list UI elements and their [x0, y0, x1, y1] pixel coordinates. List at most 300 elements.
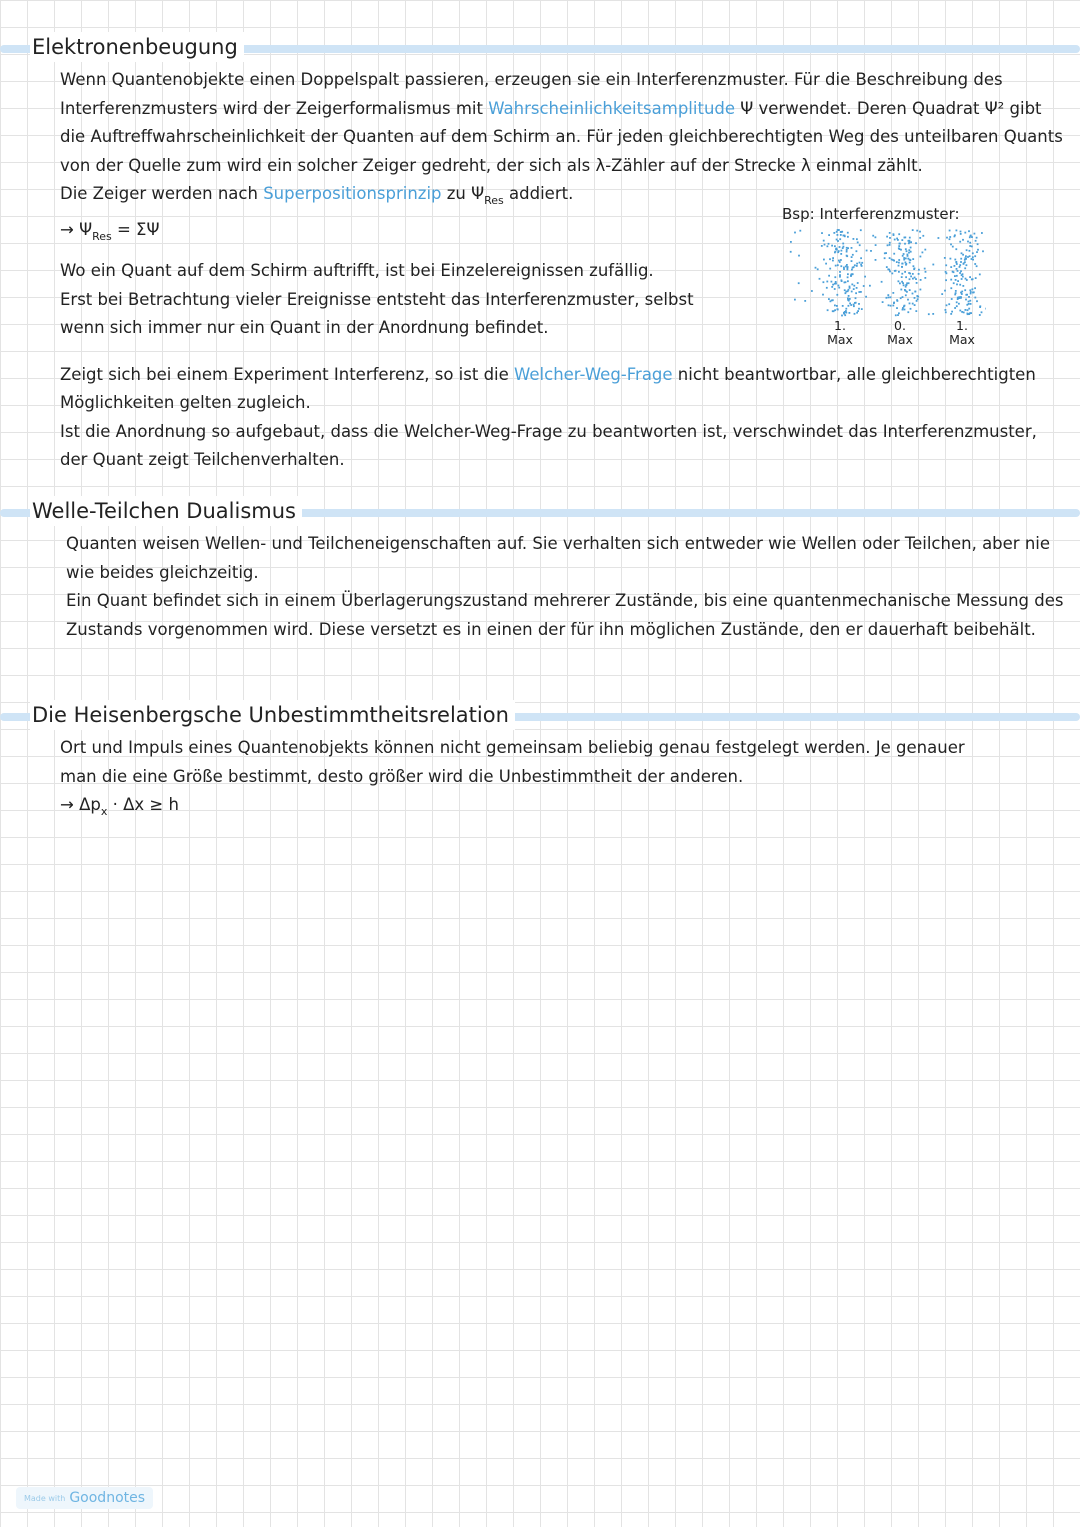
pattern-dot [881, 281, 883, 283]
pattern-dot [950, 258, 952, 260]
pattern-dot [829, 268, 831, 270]
pattern-dot [836, 294, 838, 296]
pattern-dot [971, 258, 973, 260]
pattern-dot [959, 310, 961, 312]
pattern-dot [965, 309, 967, 311]
pattern-dot [893, 302, 895, 304]
pattern-dot [968, 308, 970, 310]
pattern-dot [837, 264, 839, 266]
pattern-dot [972, 288, 974, 290]
paragraph: Ein Quant befindet sich in einem Überlagerungszustand mehrerer Zustände, bis eine quantenmechanische Messung des Zustands vorgenommen wird. Diese versetzt es in einen der für ihn möglichen Zustände, den er dauerhaft beibehält. [66, 591, 1064, 639]
pattern-dot [916, 300, 918, 302]
pattern-dot [848, 300, 850, 302]
pattern-dot [866, 250, 868, 252]
pattern-dot [835, 281, 837, 283]
pattern-dot [955, 261, 957, 263]
pattern-dot [846, 264, 848, 266]
pattern-dot [875, 259, 877, 261]
pattern-dot [825, 263, 827, 265]
pattern-dot [976, 237, 978, 239]
pattern-dot [889, 242, 891, 244]
pattern-dot [887, 244, 889, 246]
pattern-dot [892, 305, 894, 307]
pattern-dot [972, 292, 974, 294]
pattern-dot [953, 271, 955, 273]
pattern-dot [892, 292, 894, 294]
pattern-dot [950, 244, 952, 246]
pattern-dot [898, 312, 900, 314]
pattern-dot [843, 267, 845, 269]
pattern-dot [944, 290, 946, 292]
pattern-dot [840, 253, 842, 255]
pattern-dot [970, 293, 972, 295]
pattern-dot [955, 279, 957, 281]
pattern-dot [893, 253, 895, 255]
pattern-dot [829, 258, 831, 260]
pattern-dot [977, 243, 979, 245]
pattern-dot [886, 297, 888, 299]
pattern-dot [915, 278, 917, 280]
pattern-dot [924, 268, 926, 270]
pattern-dot [967, 241, 969, 243]
pattern-dot [861, 265, 863, 267]
pattern-dot [914, 277, 916, 279]
pattern-dot [954, 265, 956, 267]
pattern-dot [875, 244, 877, 246]
pattern-dot [894, 239, 896, 241]
pattern-dot [962, 276, 964, 278]
pattern-dot [960, 258, 962, 260]
pattern-dot [979, 306, 981, 308]
pattern-dot [831, 281, 833, 283]
pattern-dot [896, 307, 898, 309]
pattern-dot [961, 311, 963, 313]
pattern-dot [945, 264, 947, 266]
pattern-dot [901, 266, 903, 268]
pattern-dot [968, 301, 970, 303]
pattern-dot [891, 259, 893, 261]
pattern-dot [909, 278, 911, 280]
pattern-dot [949, 236, 951, 238]
pattern-dot [917, 298, 919, 300]
pattern-dot [920, 256, 922, 258]
section-title: Elektronenbeugung [30, 32, 244, 62]
goodnotes-watermark: Made with Goodnotes [16, 1487, 153, 1509]
pattern-dot [965, 255, 967, 257]
pattern-dot [919, 237, 921, 239]
pattern-dot [828, 234, 830, 236]
pattern-dot [920, 279, 922, 281]
pattern-dot [890, 305, 892, 307]
pattern-dot [854, 302, 856, 304]
pattern-dot [981, 232, 983, 234]
pattern-dot [964, 289, 966, 291]
pattern-dot [904, 309, 906, 311]
pattern-dot [831, 286, 833, 288]
pattern-dot [838, 287, 840, 289]
pattern-dot [833, 310, 835, 312]
pattern-dot [889, 244, 891, 246]
pattern-dot [912, 258, 914, 260]
pattern-dot [898, 245, 900, 247]
pattern-dot [855, 292, 857, 294]
pattern-dot [907, 255, 909, 257]
pattern-dot [826, 281, 828, 283]
pattern-dot [845, 292, 847, 294]
pattern-dot [842, 247, 844, 249]
pattern-dot [920, 289, 922, 291]
pattern-dot [946, 304, 948, 306]
pattern-dot [858, 308, 860, 310]
pattern-dot [902, 309, 904, 311]
pattern-dot [905, 248, 907, 250]
pattern-dot [903, 257, 905, 259]
pattern-dot [905, 284, 907, 286]
pattern-dot [906, 291, 908, 293]
pattern-dot [794, 232, 796, 234]
pattern-dot [899, 283, 901, 285]
pattern-dot [972, 252, 974, 254]
pattern-dot [853, 304, 855, 306]
pattern-dot [932, 264, 934, 266]
pattern-dot [850, 304, 852, 306]
pattern-dot [916, 295, 918, 297]
pattern-dot [872, 235, 874, 237]
pattern-dot [884, 257, 886, 259]
pattern-dot [843, 313, 845, 315]
pattern-dot [912, 229, 914, 231]
pattern-dot [969, 236, 971, 238]
pattern-dot [965, 257, 967, 259]
pattern-dot [945, 279, 947, 281]
pattern-dot [956, 275, 958, 277]
pattern-dot [875, 236, 877, 238]
pattern-dot [963, 312, 965, 314]
pattern-dot [857, 310, 859, 312]
pattern-dot [966, 264, 968, 266]
pattern-dot [950, 266, 952, 268]
pattern-dot [979, 314, 981, 316]
pattern-dot [914, 304, 916, 306]
pattern-dot [834, 276, 836, 278]
pattern-dot [900, 297, 902, 299]
pattern-dot [945, 271, 947, 273]
pattern-dot [839, 238, 841, 240]
pattern-dot [909, 273, 911, 275]
pattern-dot [900, 289, 902, 291]
pattern-dot [839, 274, 841, 276]
pattern-dot [971, 246, 973, 248]
pattern-dot [836, 231, 838, 233]
pattern-dot [932, 313, 934, 315]
pattern-dot [909, 259, 911, 261]
pattern-dot [894, 270, 896, 272]
pattern-dot [860, 229, 862, 231]
pattern-dot [956, 301, 958, 303]
pattern-dot [950, 287, 952, 289]
pattern-dot [961, 278, 963, 280]
paragraph: Quanten weisen Wellen- und Teilcheneigenschaften auf. Sie verhalten sich entweder wie Wellen oder Teilchen, aber nie wie beides gleichzeitig. [66, 534, 1051, 582]
pattern-dot [898, 247, 900, 249]
pattern-dot [949, 238, 951, 240]
pattern-dot [967, 313, 969, 315]
pattern-dot [856, 263, 858, 265]
pattern-dot [898, 233, 900, 235]
pattern-dot [905, 294, 907, 296]
pattern-dot [840, 259, 842, 261]
pattern-dot [960, 231, 962, 233]
pattern-dot [889, 271, 891, 273]
pattern-dot [898, 265, 900, 267]
pattern-dot [851, 284, 853, 286]
pattern-dot [964, 267, 966, 269]
pattern-dot [961, 252, 963, 254]
max-label: 0. Max [887, 318, 913, 347]
pattern-dot [957, 270, 959, 272]
pattern-dot [891, 273, 893, 275]
pattern-dot [849, 312, 851, 314]
pattern-dot [950, 313, 952, 315]
pattern-dot [955, 248, 957, 250]
pattern-dot [823, 281, 825, 283]
pattern-dot [845, 308, 847, 310]
pattern-dot [843, 268, 845, 270]
pattern-dot [848, 295, 850, 297]
pattern-dot [790, 241, 792, 243]
pattern-dot [836, 239, 838, 241]
pattern-dot [827, 245, 829, 247]
pattern-dot [959, 264, 961, 266]
pattern-dot [902, 263, 904, 265]
pattern-dot [899, 243, 901, 245]
pattern-dot [852, 254, 854, 256]
pattern-dot [914, 297, 916, 299]
pattern-dot [846, 251, 848, 253]
pattern-dot [847, 280, 849, 282]
pattern-dot [889, 232, 891, 234]
pattern-dot [844, 289, 846, 291]
pattern-dot [974, 263, 976, 265]
pattern-dot [839, 276, 841, 278]
pattern-dot [856, 250, 858, 252]
pattern-dot [974, 297, 976, 299]
pattern-dot [832, 260, 834, 262]
pattern-dot [912, 303, 914, 305]
pattern-dot [908, 240, 910, 242]
pattern-dot [958, 303, 960, 305]
pattern-dot [956, 268, 958, 270]
pattern-dot [826, 287, 828, 289]
pattern-dot [882, 301, 884, 303]
pattern-dot [905, 276, 907, 278]
pattern-dot [851, 260, 853, 262]
pattern-dot [847, 298, 849, 300]
pattern-dot [804, 300, 806, 302]
pattern-dot [910, 247, 912, 249]
section-welle-teilchen [0, 496, 1080, 644]
pattern-dot [959, 284, 961, 286]
pattern-dot [902, 255, 904, 257]
pattern-dot [960, 270, 962, 272]
pattern-dot [974, 287, 976, 289]
pattern-dot [839, 261, 841, 263]
pattern-dot [962, 285, 964, 287]
pattern-dot [850, 274, 852, 276]
pattern-dot [869, 285, 871, 287]
pattern-dot [951, 298, 953, 300]
pattern-dot [953, 282, 955, 284]
pattern-dot [896, 299, 898, 301]
pattern-dot [817, 268, 819, 270]
pattern-dot [906, 282, 908, 284]
pattern-dot [901, 273, 903, 275]
pattern-dot [901, 276, 903, 278]
pattern-dot [798, 255, 800, 257]
paragraph: Ort und Impuls eines Quantenobjekts können nicht gemeinsam beliebig genau festgelegt werden. Je genauer man die eine Größe bestimmt, desto größer wird die Unbestimmtheit der anderen. [60, 738, 965, 786]
pattern-dot [915, 291, 917, 293]
section-body [60, 734, 990, 827]
pattern-dot [903, 306, 905, 308]
pattern-dot [909, 303, 911, 305]
pattern-dot [950, 279, 952, 281]
pattern-dot [905, 262, 907, 264]
pattern-dot [969, 250, 971, 252]
pattern-dot [853, 305, 855, 307]
pattern-dot [915, 310, 917, 312]
pattern-dot [959, 241, 961, 243]
pattern-dot [962, 254, 964, 256]
pattern-dot [863, 285, 865, 287]
pattern-dot [837, 309, 839, 311]
pattern-dot [819, 278, 821, 280]
pattern-dot [951, 311, 953, 313]
pattern-dot [840, 265, 842, 267]
pattern-dot [854, 313, 856, 315]
interference-example [782, 205, 992, 355]
example-label: Bsp: Interferenzmuster: [782, 205, 960, 223]
pattern-dot [903, 253, 905, 255]
pattern-dot [941, 293, 943, 295]
pattern-dot [832, 284, 834, 286]
pattern-dot [870, 250, 872, 252]
highlight-term: Wahrscheinlichkeitsamplitude [488, 98, 736, 118]
pattern-dot [952, 246, 954, 248]
pattern-dot [968, 230, 970, 232]
pattern-dot [898, 262, 900, 264]
pattern-dot [910, 308, 912, 310]
pattern-dot [914, 268, 916, 270]
pattern-dot [906, 250, 908, 252]
pattern-dot [842, 243, 844, 245]
pattern-dot [834, 288, 836, 290]
pattern-dot [916, 282, 918, 284]
paragraph: Ist die Anordnung so aufgebaut, dass die Welcher-Weg-Frage zu beantworten ist, verschwindet das Interferenzmuster, der Quant zeigt Teilchenverhalten. [60, 421, 1037, 469]
interference-pattern-dots [786, 227, 986, 317]
pattern-dot [799, 230, 801, 232]
pattern-dot [969, 300, 971, 302]
pattern-dot [861, 308, 863, 310]
pattern-dot [955, 290, 957, 292]
pattern-dot [946, 237, 948, 239]
pattern-dot [835, 265, 837, 267]
pattern-dot [966, 249, 968, 251]
pattern-dot [962, 239, 964, 241]
max-label: 1. Max [949, 318, 975, 347]
pattern-dot [908, 242, 910, 244]
pattern-dot [913, 265, 915, 267]
pattern-dot [841, 280, 843, 282]
pattern-dot [969, 242, 971, 244]
pattern-dot [901, 281, 903, 283]
pattern-dot [889, 237, 891, 239]
max-label: 1. Max [827, 318, 853, 347]
pattern-dot [839, 271, 841, 273]
pattern-dot [858, 303, 860, 305]
pattern-dot [954, 275, 956, 277]
pattern-dot [959, 272, 961, 274]
pattern-dot [925, 271, 927, 273]
pattern-dot [945, 311, 947, 313]
pattern-dot [865, 296, 867, 298]
pattern-dot [902, 296, 904, 298]
pattern-dot [847, 267, 849, 269]
pattern-dot [854, 264, 856, 266]
pattern-dot [903, 259, 905, 261]
pattern-dot [841, 250, 843, 252]
pattern-dot [908, 249, 910, 251]
pattern-dot [835, 251, 837, 253]
pattern-dot [907, 299, 909, 301]
pattern-dot [972, 256, 974, 258]
pattern-dot [794, 299, 796, 301]
pattern-dot [957, 298, 959, 300]
pattern-dot [974, 233, 976, 235]
pattern-dot [969, 312, 971, 314]
pattern-dot [886, 236, 888, 238]
paragraph: Zeigt sich bei einem Experiment Interferenz, so ist die Welcher-Weg-Frage nicht beantwortbar, alle gleichberechtigten Möglichkeiten gelten zugleich. [60, 364, 1036, 412]
pattern-dot [831, 245, 833, 247]
pattern-dot [888, 297, 890, 299]
pattern-dot [968, 296, 970, 298]
section-title: Welle-Teilchen Dualismus [30, 496, 302, 526]
pattern-dot [956, 263, 958, 265]
pattern-dot [830, 300, 832, 302]
pattern-dot [849, 298, 851, 300]
pattern-dot [815, 267, 817, 269]
section-heading-row [0, 700, 1080, 732]
pattern-dot [859, 262, 861, 264]
pattern-dot [890, 296, 892, 298]
section-body [66, 530, 1066, 644]
pattern-dot [827, 309, 829, 311]
pattern-dot [912, 273, 914, 275]
pattern-dot [924, 249, 926, 251]
pattern-dot [965, 294, 967, 296]
pattern-dot [840, 234, 842, 236]
pattern-dot [864, 276, 866, 278]
pattern-dot [905, 286, 907, 288]
pattern-dot [898, 271, 900, 273]
pattern-dot [910, 276, 912, 278]
pattern-dot [900, 249, 902, 251]
pattern-dot [828, 275, 830, 277]
pattern-dot [857, 282, 859, 284]
pattern-dot [985, 308, 986, 310]
pattern-dot [905, 264, 907, 266]
pattern-dot [912, 293, 914, 295]
pattern-dot [904, 243, 906, 245]
pattern-dot [828, 298, 830, 300]
